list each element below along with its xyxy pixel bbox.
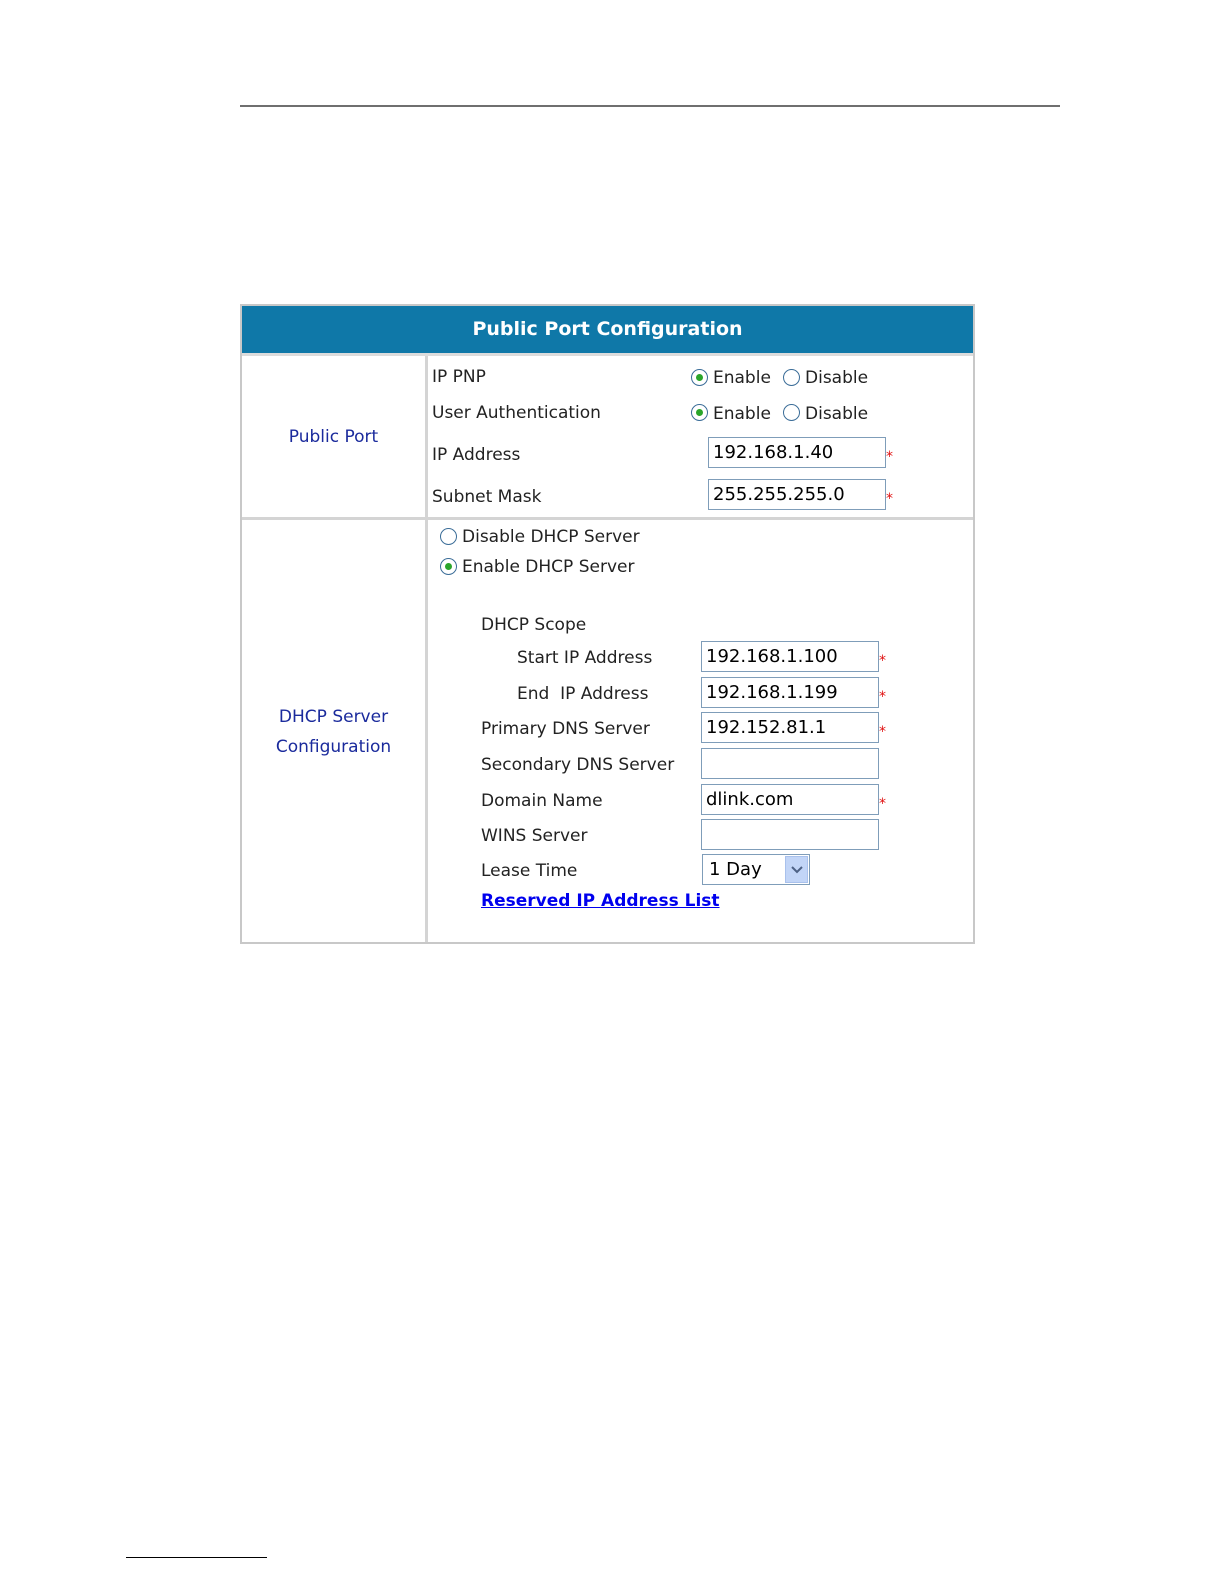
wins-server-label: WINS Server [481, 826, 588, 846]
user-auth-label: User Authentication [432, 403, 601, 423]
public-port-config-panel [240, 304, 975, 944]
disable-dhcp-label: Disable DHCP Server [462, 527, 640, 547]
dhcp-section-label-line2: Configuration [275, 737, 392, 757]
primary-dns-input[interactable]: 192.152.81.1 [701, 712, 879, 743]
start-ip-required-mark: * [879, 653, 886, 669]
page-header-rule [240, 105, 1060, 107]
enable-dhcp-radio[interactable] [440, 558, 457, 575]
domain-name-required-mark: * [879, 796, 886, 812]
user-auth-disable-radio[interactable] [783, 404, 800, 421]
reserved-ip-list-link[interactable]: Reserved IP Address List [481, 891, 720, 911]
lease-time-select[interactable] [702, 854, 810, 885]
wins-server-input[interactable] [701, 819, 879, 850]
chevron-down-icon[interactable] [785, 856, 808, 883]
secondary-dns-input[interactable] [701, 748, 879, 779]
ip-pnp-enable-label: Enable [713, 368, 771, 388]
ip-pnp-disable-label: Disable [805, 368, 869, 388]
secondary-dns-label: Secondary DNS Server [481, 755, 675, 775]
user-auth-enable-label: Enable [713, 404, 771, 424]
row-divider [242, 517, 973, 520]
ip-pnp-disable-radio[interactable] [783, 369, 800, 386]
enable-dhcp-label: Enable DHCP Server [462, 557, 635, 577]
primary-dns-required-mark: * [879, 724, 886, 740]
subnet-mask-input[interactable]: 255.255.255.0 [708, 479, 886, 510]
ip-address-label: IP Address [432, 445, 521, 465]
end-ip-label: End IP Address [517, 684, 649, 704]
subnet-mask-label: Subnet Mask [432, 487, 542, 507]
domain-name-input[interactable]: dlink.com [701, 784, 879, 815]
ip-pnp-enable-radio[interactable] [691, 369, 708, 386]
public-port-section-label: Public Port [288, 427, 379, 447]
user-auth-enable-radio[interactable] [691, 404, 708, 421]
footnote-rule [126, 1557, 267, 1558]
ip-pnp-label: IP PNP [432, 367, 486, 387]
end-ip-input[interactable]: 192.168.1.199 [701, 677, 879, 708]
ip-address-input[interactable]: 192.168.1.40 [708, 437, 886, 468]
ip-address-required-mark: * [886, 449, 893, 465]
start-ip-label: Start IP Address [517, 648, 653, 668]
primary-dns-label: Primary DNS Server [481, 719, 650, 739]
user-auth-disable-label: Disable [805, 404, 869, 424]
lease-time-label: Lease Time [481, 861, 578, 881]
disable-dhcp-radio[interactable] [440, 528, 457, 545]
panel-title: Public Port Configuration [242, 306, 973, 356]
dhcp-scope-label: DHCP Scope [481, 615, 587, 635]
column-divider [425, 356, 428, 942]
end-ip-required-mark: * [879, 689, 886, 705]
lease-time-value: 1 Day [709, 859, 762, 880]
dhcp-section-label-line1: DHCP Server [278, 707, 389, 727]
domain-name-label: Domain Name [481, 791, 603, 811]
start-ip-input[interactable]: 192.168.1.100 [701, 641, 879, 672]
subnet-mask-required-mark: * [886, 491, 893, 507]
